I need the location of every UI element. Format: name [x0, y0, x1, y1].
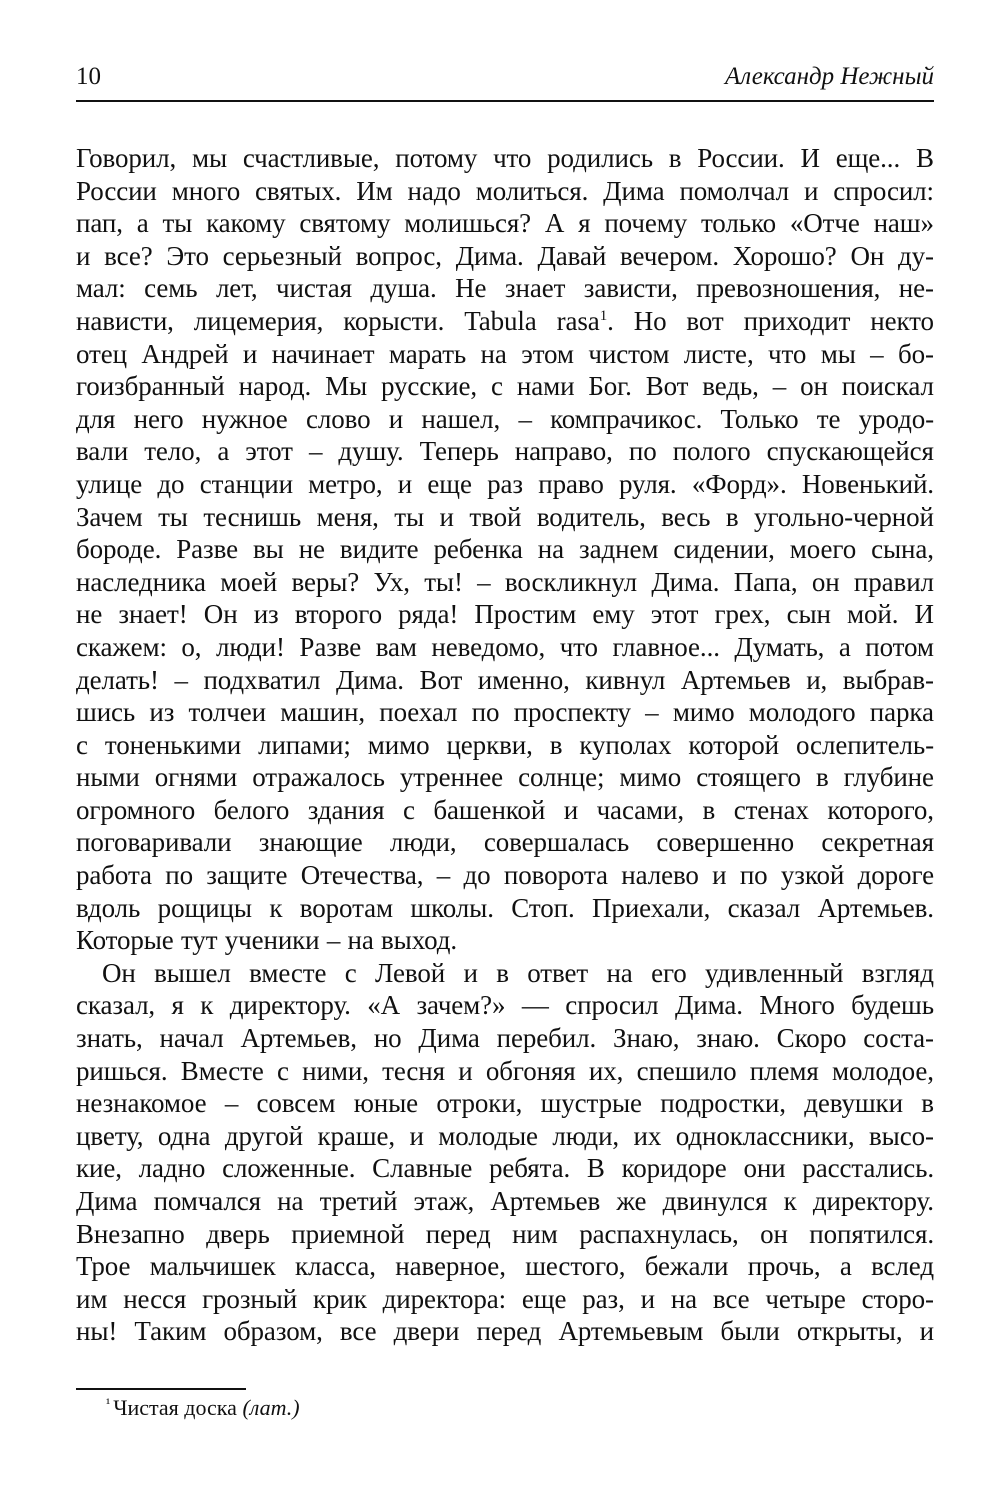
header-rule	[76, 100, 934, 102]
text-line: ными огнями отражалось утреннее солнце; мимо стоящего в глубине	[76, 762, 934, 793]
footnote	[106, 1393, 300, 1423]
text-line: вали тело, а этот – душу. Теперь направо, по полого спускающейся	[76, 436, 934, 467]
text-line: работа по защите Отечества, – до поворота налево и по узкой дороге	[76, 860, 934, 891]
text-line: цвету, одна другой краше, и молодые люди, их одноклассники, высо-	[76, 1120, 934, 1151]
text-line: гоизбранный народ. Мы русские, с нами Бог. Вот ведь, – он поискал	[76, 371, 934, 402]
footnote-mark: ¹	[106, 1397, 111, 1412]
text-line: сказал, я к директору. «А зачем?» — спросил Дима. Много будешь	[76, 990, 934, 1021]
text-line: им несся грозный крик директора: еще раз, и на все четыре сторо-	[76, 1283, 934, 1314]
text-line: ны! Таким образом, все двери перед Артемьевым были открыты, и	[76, 1316, 934, 1347]
text-line: России много святых. Им надо молиться. Дима помолчал и спросил:	[76, 175, 934, 206]
text-line: отец Андрей и начинает марать на этом чистом листе, что мы – бо-	[76, 338, 934, 369]
text-line: не знает! Он из второго ряда! Простим ему этот грех, сын мой. И	[76, 599, 934, 630]
running-title: Александр Нежный	[725, 63, 934, 90]
text-line: незнакомое – совсем юные отроки, шустрые подростки, девушки в	[76, 1088, 934, 1119]
text-line: улице до станции метро, и еще раз право руля. «Форд». Новенький.	[76, 468, 934, 499]
text-line: вдоль рощицы к воротам школы. Стоп. Приехали, сказал Артемьев.	[76, 892, 934, 923]
text-line: огромного белого здания с башенкой и часами, в стенах которого,	[76, 794, 934, 825]
text-line: Внезапно дверь приемной перед ним распахнулась, он попятился.	[76, 1218, 934, 1249]
text-line: ришься. Вместе с ними, тесня и обгоняя их, спешило племя молодое,	[76, 1055, 934, 1086]
text-line: бороде. Разве вы не видите ребенка на заднем сидении, моего сына,	[76, 534, 934, 565]
footnote-rule	[76, 1388, 246, 1390]
footnote-lang: (лат.)	[242, 1395, 300, 1420]
book-page	[76, 0, 934, 1497]
text-line: Трое мальчишек класса, наверное, шестого, бежали прочь, а вслед	[76, 1251, 934, 1282]
text-line: скажем: о, люди! Разве вам неведомо, что главное... Думать, а потом	[76, 631, 934, 662]
text-line: и все? Это серьезный вопрос, Дима. Давай вечером. Хорошо? Он ду-	[76, 240, 934, 271]
running-head	[76, 60, 934, 94]
text-line: с тоненькими липами; мимо церкви, в куполах которой ослепитель-	[76, 729, 934, 760]
text-line: делать! – подхватил Дима. Вот именно, кивнул Артемьев и, выбрав-	[76, 664, 934, 695]
text-line: кие, ладно сложенные. Славные ребята. В коридоре они расстались.	[76, 1153, 934, 1184]
text-line: поговаривали знающие люди, совершалась совершенно секретная	[76, 827, 934, 858]
text-line: шись из толчеи машин, поехал по проспекту – мимо молодого парка	[76, 697, 934, 728]
text-line: Говорил, мы счастливые, потому что родились в России. И еще... В	[76, 143, 934, 173]
footnote-text: Чистая доска	[113, 1395, 237, 1420]
text-line: знать, начал Артемьев, но Дима перебил. Знаю, знаю. Скоро соста-	[76, 1023, 934, 1054]
text-line: Он вышел вместе с Левой и в ответ на его удивленный взгляд	[102, 957, 934, 988]
text-line: для него нужное слово и нашел, – компрачикос. Только те уродо-	[76, 403, 934, 434]
page-number: 10	[76, 63, 101, 90]
text-line: наследника моей веры? Ух, ты! – воскликнул Дима. Папа, он правил	[76, 566, 934, 597]
text-line: нависти, лицемерия, корысти. Tabula rasa$^1$. Но вот приходит некто	[76, 305, 934, 336]
text-line: Зачем ты теснишь меня, ты и твой водитель, весь в угольно-черной	[76, 501, 934, 532]
text-line: мал: семь лет, чистая душа. Не знает зависти, превозношения, не-	[76, 273, 934, 304]
text-line: Дима помчался на третий этаж, Артемьев же двинулся к директору.	[76, 1186, 934, 1216]
text-line: пап, а ты какому святому молишься? А я почему только «Отче наш»	[76, 208, 934, 239]
body-text	[76, 142, 934, 1348]
text-line: Которые тут ученики – на выход.	[76, 925, 458, 956]
